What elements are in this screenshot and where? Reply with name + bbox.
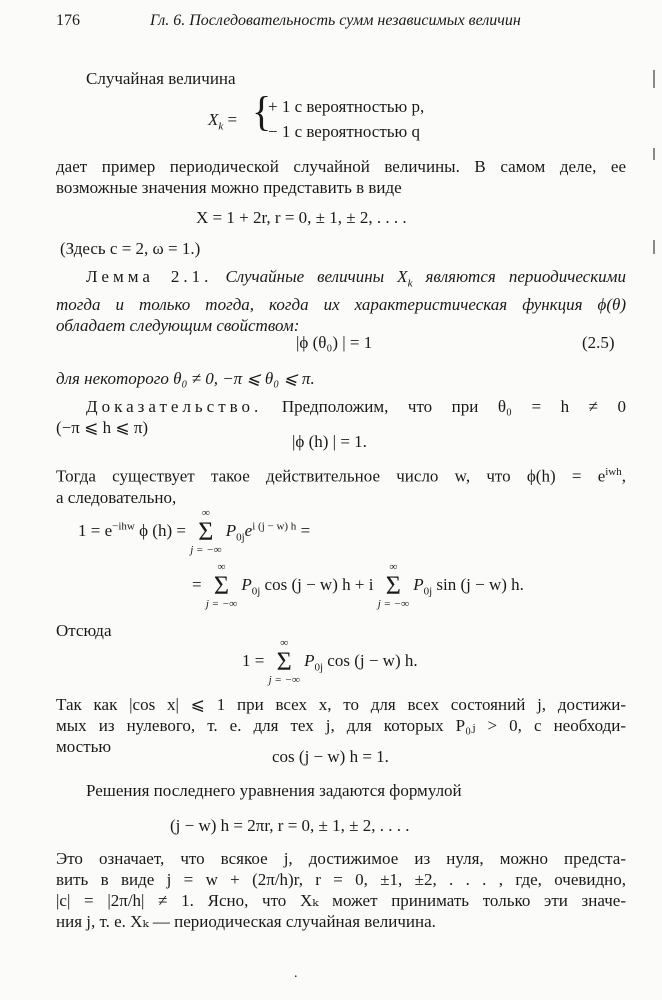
paragraph-since: Так как |cos x| ⩽ 1 при всех x, то для всех состояний j, достижи- мых из нулевого, т. е. для тех j, для которых P₀ⱼ > 0, с необходи- мостью [56, 695, 626, 756]
lemma-label: Лемма 2.1. [86, 267, 213, 286]
equation-expansion-2: = ∞ Σ j = −∞ $P_{0j}$ cos (j − w) h + i ∞ Σ j = −∞ $P_{0j}$ sin (j − w) h. [192, 561, 524, 610]
paragraph-periodic: дает пример периодической случайной величины. В самом деле, ее возможные значения можно представить в виде [56, 157, 626, 197]
sum-symbol: ∞ Σ j = −∞ [377, 561, 409, 610]
footer-mark: . [294, 966, 298, 981]
def-xk-lhs: $X_k$ = [208, 110, 238, 133]
paragraph-then: Тогда существует такое действительное число w, что $\phi(h) = e^{iwh}$, а следовательно, [56, 466, 626, 507]
lemma-2-1: Лемма 2.1. Случайные величины $X_k$ являются периодическими тогда и только тогда, когда их характеристическая функция ϕ(θ) обладает следующим свойством: [56, 267, 627, 336]
condition-theta: для некоторого θ₀ ≠ 0, −π ⩽ θ₀ ⩽ π. [56, 369, 315, 388]
hence-text: Отсюда [56, 621, 112, 640]
def-xk-case-2: − 1 с вероятностью q [268, 122, 420, 141]
equation-2-5: |ϕ (θ₀) | = 1 [296, 333, 373, 352]
scan-edge-mark [653, 148, 655, 160]
equation-number-2-5: (2.5) [582, 333, 615, 352]
equation-solutions: (j − w) h = 2πr, r = 0, ± 1, ± 2, . . . . [170, 816, 410, 835]
def-xk-brace: { [252, 87, 272, 136]
sum-symbol: ∞ Σ j = −∞ [268, 637, 300, 686]
sum-symbol: ∞ Σ j = −∞ [205, 561, 238, 610]
equation-x-values: X = 1 + 2r, r = 0, ± 1, ± 2, . . . . [196, 208, 407, 227]
proof-label: Доказательство. [86, 397, 263, 416]
intro-text: Случайная величина [86, 69, 236, 88]
sum-symbol: ∞ Σ j = −∞ [190, 507, 222, 556]
equation-phi-h: |ϕ (h) | = 1. [292, 432, 367, 451]
equation-cos-1: cos (j − w) h = 1. [272, 747, 389, 766]
note-c-omega: (Здесь c = 2, ω = 1.) [60, 239, 201, 258]
running-title: Гл. 6. Последовательность сумм независимых величин [150, 12, 521, 29]
scan-edge-mark [653, 70, 655, 88]
equation-expansion-1: $1 = e^{-ihw}$ ϕ (h) = ∞ Σ j = −∞ $P_{0j}e^{i (j - w) h}$ = [78, 507, 311, 556]
page-number: 176 [56, 12, 80, 29]
def-xk-case-1: + 1 с вероятностью p, [268, 97, 425, 116]
solutions-text: Решения последнего уравнения задаются формулой [86, 781, 462, 800]
paragraph-final: Это означает, что всякое j, достижимое из нуля, можно предста- вить в виде j = w + (2π/h)r, r = 0, ±1, ±2, . . . , где, очевидно, |c| = |2π/h| ≠ 1. Ясно, что Xₖ может принимать только эти значе- ния j, т. е. Xₖ — периодическая случайная величина. [56, 849, 626, 931]
scan-edge-mark [653, 240, 655, 254]
proof-start: Доказательство. Предположим, что при θ₀ = h ≠ 0 (−π ⩽ h ⩽ π) [56, 397, 626, 437]
equation-cos-sum: 1 = ∞ Σ j = −∞ $P_{0j}$ cos (j − w) h. [242, 637, 418, 686]
